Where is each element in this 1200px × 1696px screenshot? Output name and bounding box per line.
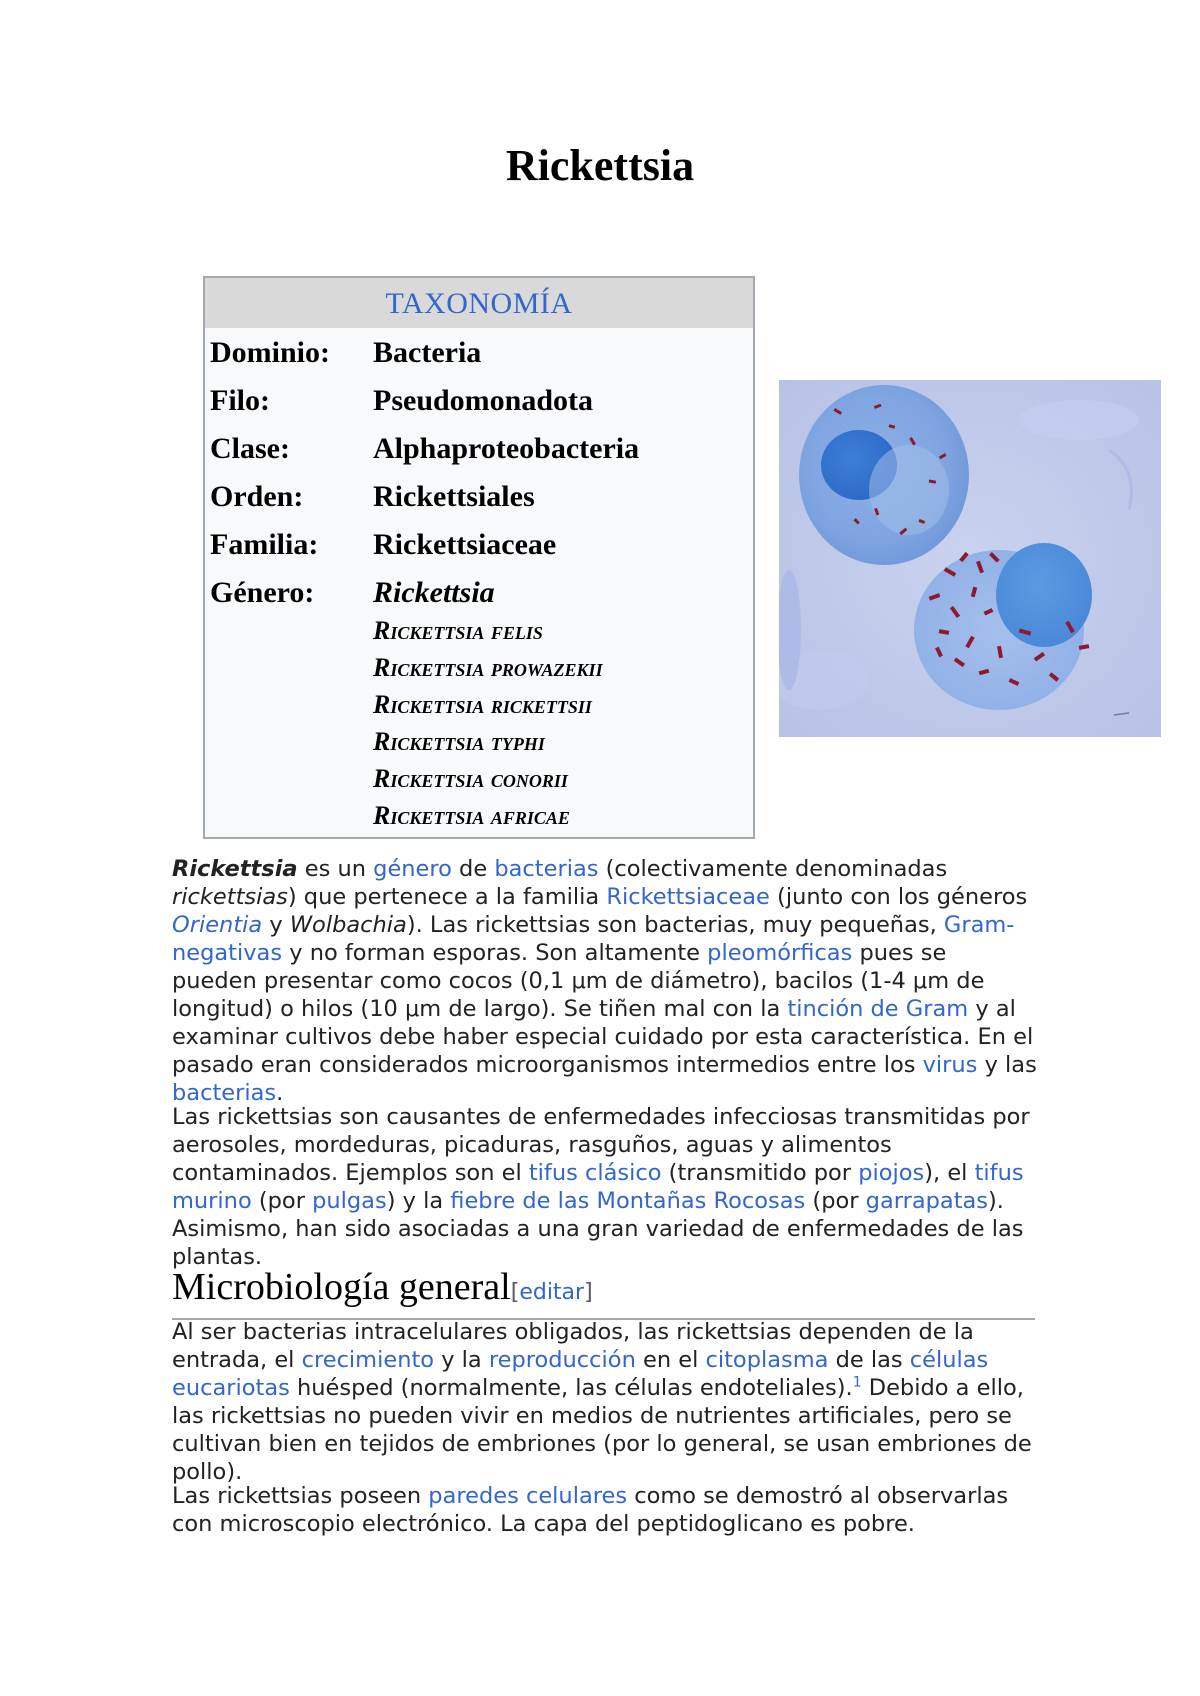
species-item: Rickettsia conorii xyxy=(373,764,568,793)
link-tifus-clasico[interactable]: tifus clásico xyxy=(528,1160,662,1186)
edit-section-link[interactable]: editar xyxy=(519,1280,585,1305)
text-run: (junto con los géneros xyxy=(769,884,1028,910)
page-title: Rickettsia xyxy=(505,141,695,190)
text-run: y la xyxy=(434,1347,489,1373)
text-run: como se demostró al observarlas con microscopio electrónico. La capa del peptidoglicano es pobre. xyxy=(172,1483,1009,1537)
text-run: huésped (normalmente, las células endoteliales). xyxy=(289,1375,853,1401)
taxo-label-filo: Filo: xyxy=(210,384,270,417)
text-run: ) y la xyxy=(386,1188,451,1214)
link-paredes-celulares[interactable]: paredes celulares xyxy=(428,1483,628,1509)
link-citoplasma[interactable]: citoplasma xyxy=(705,1347,829,1373)
section-paragraph-2 xyxy=(172,1482,1037,1538)
taxo-label-dominio: Dominio: xyxy=(210,336,330,369)
text-run: Al ser bacterias intracelulares obligados, las rickettsias dependen de la entrada, el xyxy=(172,1319,974,1373)
text-run: (colectivamente denominadas xyxy=(598,856,948,882)
species-item: Rickettsia prowazekii xyxy=(373,653,603,682)
text-run: en el xyxy=(635,1347,706,1373)
species-item: Rickettsia rickettsii xyxy=(373,690,592,719)
taxo-value-filo: Pseudomonadota xyxy=(373,384,594,417)
text-run: Las rickettsias son causantes de enfermedades infecciosas transmitidas por aerosoles, mordeduras, picaduras, rasguños, aguas y alimentos contaminados. Ejemplos son el xyxy=(172,1104,1030,1186)
intro-paragraph-2 xyxy=(172,1103,1037,1271)
article-term: Rickettsia xyxy=(172,856,298,882)
text-run: ). Las rickettsias son bacterias, muy pequeñas, xyxy=(406,912,944,938)
text-run: y xyxy=(262,912,290,938)
taxonomy-infobox xyxy=(203,276,755,839)
link-rickettsiaceae[interactable]: Rickettsiaceae xyxy=(606,884,770,910)
link-pulgas[interactable]: pulgas xyxy=(312,1188,387,1214)
link-gram-negativas[interactable]: Gram-negativas xyxy=(172,912,1015,966)
taxo-value-genero: Rickettsia xyxy=(373,576,495,609)
text-run: ), el xyxy=(924,1160,975,1186)
link-celulas-eucariotas[interactable]: células eucariotas xyxy=(172,1347,989,1401)
text-run: Debido a ello, las rickettsias no pueden vivir en medios de nutrientes artificiales, pero se cultivan bien en tejidos de embriones (por lo general, se usan embriones de pollo). xyxy=(172,1375,1032,1485)
italic-term: rickettsias xyxy=(172,884,288,910)
taxo-value-dominio: Bacteria xyxy=(373,336,482,369)
text-run: de xyxy=(451,856,495,882)
species-item: Rickettsia felis xyxy=(373,616,543,645)
intro-paragraph-1 xyxy=(172,855,1037,1107)
link-piojos[interactable]: piojos xyxy=(858,1160,925,1186)
taxo-label-genero: Género: xyxy=(210,576,315,609)
text-run: pues se pueden presentar como cocos (0,1 μm de diámetro), bacilos (1-4 μm de longitud) o hilos (10 μm de largo). Se tiñen mal con la xyxy=(172,940,985,1022)
taxonomy-header-link[interactable]: TAXONOMÍA xyxy=(385,287,573,320)
link-reproduccion[interactable]: reproducción xyxy=(488,1347,636,1373)
section-heading-microbiologia xyxy=(172,1264,1035,1320)
section-heading-text: Microbiología general xyxy=(172,1266,511,1308)
italic-term: Wolbachia xyxy=(289,912,407,938)
text-run: (por xyxy=(805,1188,866,1214)
link-fiebre-montanas-rocosas[interactable]: fiebre de las Montañas Rocosas xyxy=(450,1188,806,1214)
link-bacterias[interactable]: bacterias xyxy=(494,856,599,882)
text-run: es un xyxy=(297,856,374,882)
link-virus[interactable]: virus xyxy=(922,1052,978,1078)
text-run: ). Asimismo, han sido asociadas a una gran variedad de enfermedades de las plantas. xyxy=(172,1188,1024,1270)
text-run: (transmitido por xyxy=(661,1160,859,1186)
reference-link[interactable]: 1 xyxy=(852,1374,862,1391)
taxo-value-clase: Alphaproteobacteria xyxy=(373,432,640,465)
text-run: y las xyxy=(977,1052,1037,1078)
taxo-value-orden: Rickettsiales xyxy=(373,480,535,513)
species-item: Rickettsia typhi xyxy=(373,727,545,756)
text-run: (por xyxy=(251,1188,313,1214)
text-run: ) que pertenece a la familia xyxy=(287,884,607,910)
taxo-label-clase: Clase: xyxy=(210,432,290,465)
edit-bracket-close: ] xyxy=(584,1280,593,1305)
link-tincion-gram[interactable]: tinción de Gram xyxy=(787,996,969,1022)
species-item: Rickettsia africae xyxy=(373,801,570,830)
link-pleomorficas[interactable]: pleomórficas xyxy=(707,940,853,966)
taxo-value-familia: Rickettsiaceae xyxy=(373,528,557,561)
taxo-label-orden: Orden: xyxy=(210,480,304,513)
link-crecimiento[interactable]: crecimiento xyxy=(301,1347,435,1373)
link-garrapatas[interactable]: garrapatas xyxy=(865,1188,989,1214)
link-orientia[interactable]: Orientia xyxy=(172,912,263,938)
text-run: . xyxy=(276,1080,284,1106)
text-run: y al examinar cultivos debe haber especial cuidado por esta característica. En el pasado eran considerados microorganismos intermedios entre los xyxy=(172,996,1034,1078)
micrograph-image xyxy=(779,380,1161,737)
taxo-label-familia: Familia: xyxy=(210,528,319,561)
text-run: de las xyxy=(828,1347,910,1373)
link-tifus-murino[interactable]: tifus murino xyxy=(172,1160,1024,1214)
edit-bracket-open: [ xyxy=(510,1280,520,1305)
link-genero[interactable]: género xyxy=(373,856,452,882)
taxonomy-header[interactable] xyxy=(205,278,753,328)
link-bacterias-2[interactable]: bacterias xyxy=(172,1080,277,1106)
text-run: Las rickettsias poseen xyxy=(172,1483,429,1509)
text-run: y no forman esporas. Son altamente xyxy=(282,940,708,966)
section-paragraph-1 xyxy=(172,1318,1037,1486)
